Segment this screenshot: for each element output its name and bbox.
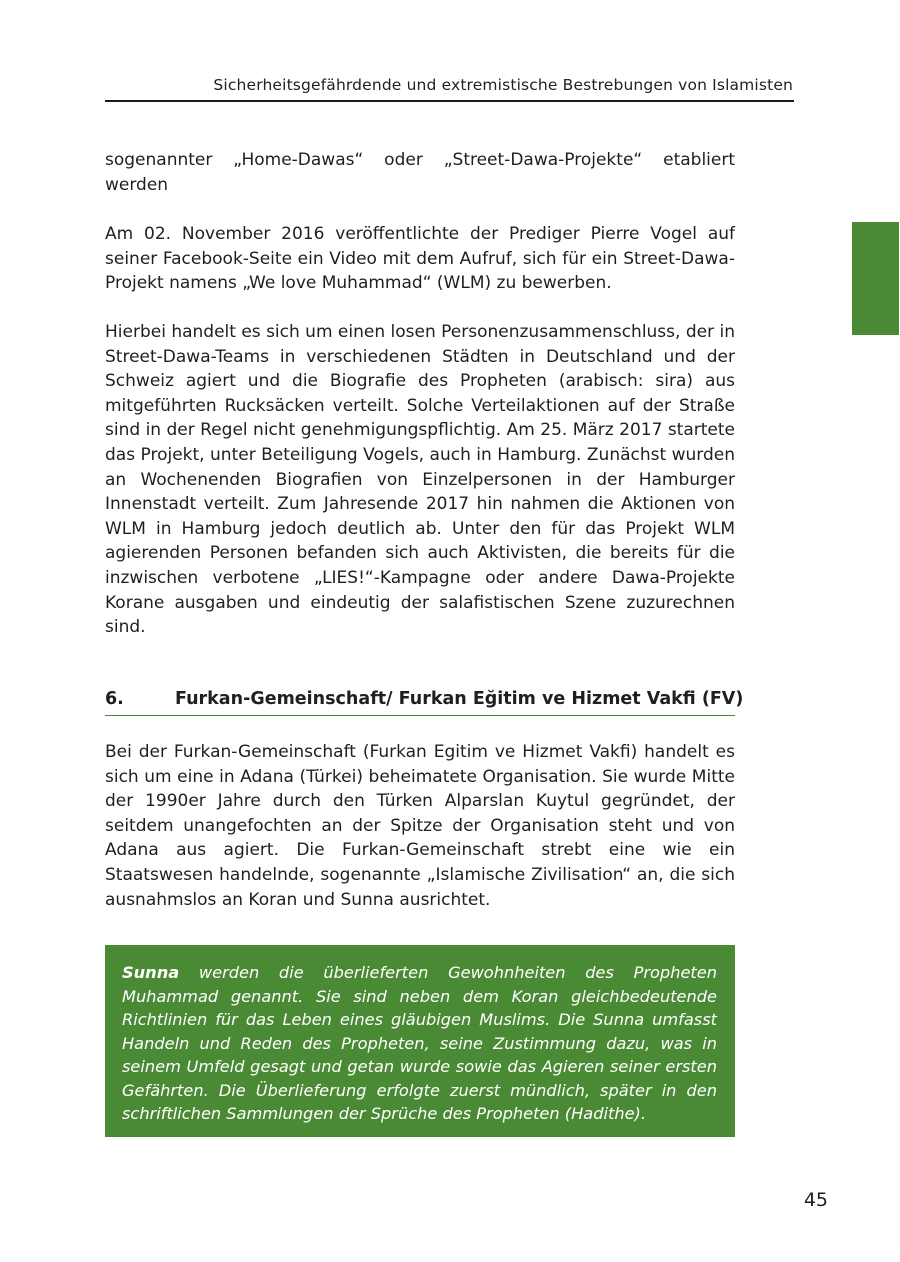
definition-box	[105, 945, 735, 1137]
definition-text	[122, 961, 717, 1126]
paragraph-wlm-details: Hierbei handelt es sich um einen losen Personenzusammenschluss, der in Street-Dawa-Teams in verschiedenen Städten in Deutschland und der Schweiz agiert und die Biografie des Propheten (arabisch: sira) aus mitgeführten Rucksäcken verteilt. Solche Verteilaktionen auf der Straße sind in der Regel nicht genehmigungspflichtig. Am 25. März 2017 startete das Projekt, unter Beteiligung Vogels, auch in Hamburg. Zunächst wurden an Wochenenden Biografien von Einzelpersonen in der Hamburger Innenstadt verteilt. Zum Jahresende 2017 hin nahmen die Aktionen von WLM in Hamburg jedoch deutlich ab. Unter den für das Projekt WLM agierenden Personen befanden sich auch Aktivisten, die bereits für die inzwischen verbotene „LIES!“-Kampagne oder andere Dawa-Projekte Korane ausgaben und eindeutig der salafistischen Szene zuzurechnen sind.	[105, 322, 735, 638]
header-rule	[105, 100, 794, 102]
chapter-tab-marker	[852, 222, 899, 335]
definition-body: werden die überlieferten Gewohnheiten des Propheten Muhammad genannt. Sie sind neben dem Koran gleichbedeutende Richtlinien für das Leben eines gläubigen Muslims. Die Sunna umfasst Handeln und Reden des Propheten, seine Zustimmung dazu, was in seinem Umfeld gesagt und getan wurde sowie das Agieren seiner ersten Gefährten. Die Überlieferung erfolgte zuerst mündlich, später in den schriftlichen Sammlungen der Sprüche des Propheten (Hadithe).	[122, 963, 717, 1123]
paragraph-wlm-intro: Am 02. November 2016 veröffentlichte der Prediger Pierre Vogel auf seiner Facebook-Seite ein Video mit dem Aufruf, sich für ein Street-Dawa-Projekt namens „We love Muhammad“ (WLM) zu bewerben.	[105, 224, 735, 294]
running-header: Sicherheitsgefährdende und extremistische Bestrebungen von Islamisten	[213, 76, 793, 94]
page-number: 45	[803, 1189, 828, 1211]
paragraph-continuation: sogenannter „Home-Dawas“ oder „Street-Dawa-Projekte“ etabliert werden	[105, 150, 735, 195]
paragraph-furkan: Bei der Furkan-Gemeinschaft (Furkan Egitim ve Hizmet Vakfi) handelt es sich um eine in Adana (Türkei) beheimatete Organisation. Sie wurde Mitte der 1990er Jahre durch den Türken Alparslan Kuytul gegründet, der seitdem unangefochten an der Spitze der Organisation steht und von Adana aus agiert. Die Furkan-Gemeinschaft strebt eine wie ein Staatswesen handelnde, sogenannte „Islamische Zivilisation“ an, die sich ausnahmslos an Koran und Sunna ausrichtet.	[105, 742, 735, 910]
section-heading	[105, 689, 744, 716]
section-number: 6.	[105, 689, 124, 709]
section-title: Furkan-Gemeinschaft/ Furkan Eğitim ve Hizmet Vakfi (FV)	[175, 689, 744, 709]
definition-term: Sunna	[122, 963, 180, 982]
